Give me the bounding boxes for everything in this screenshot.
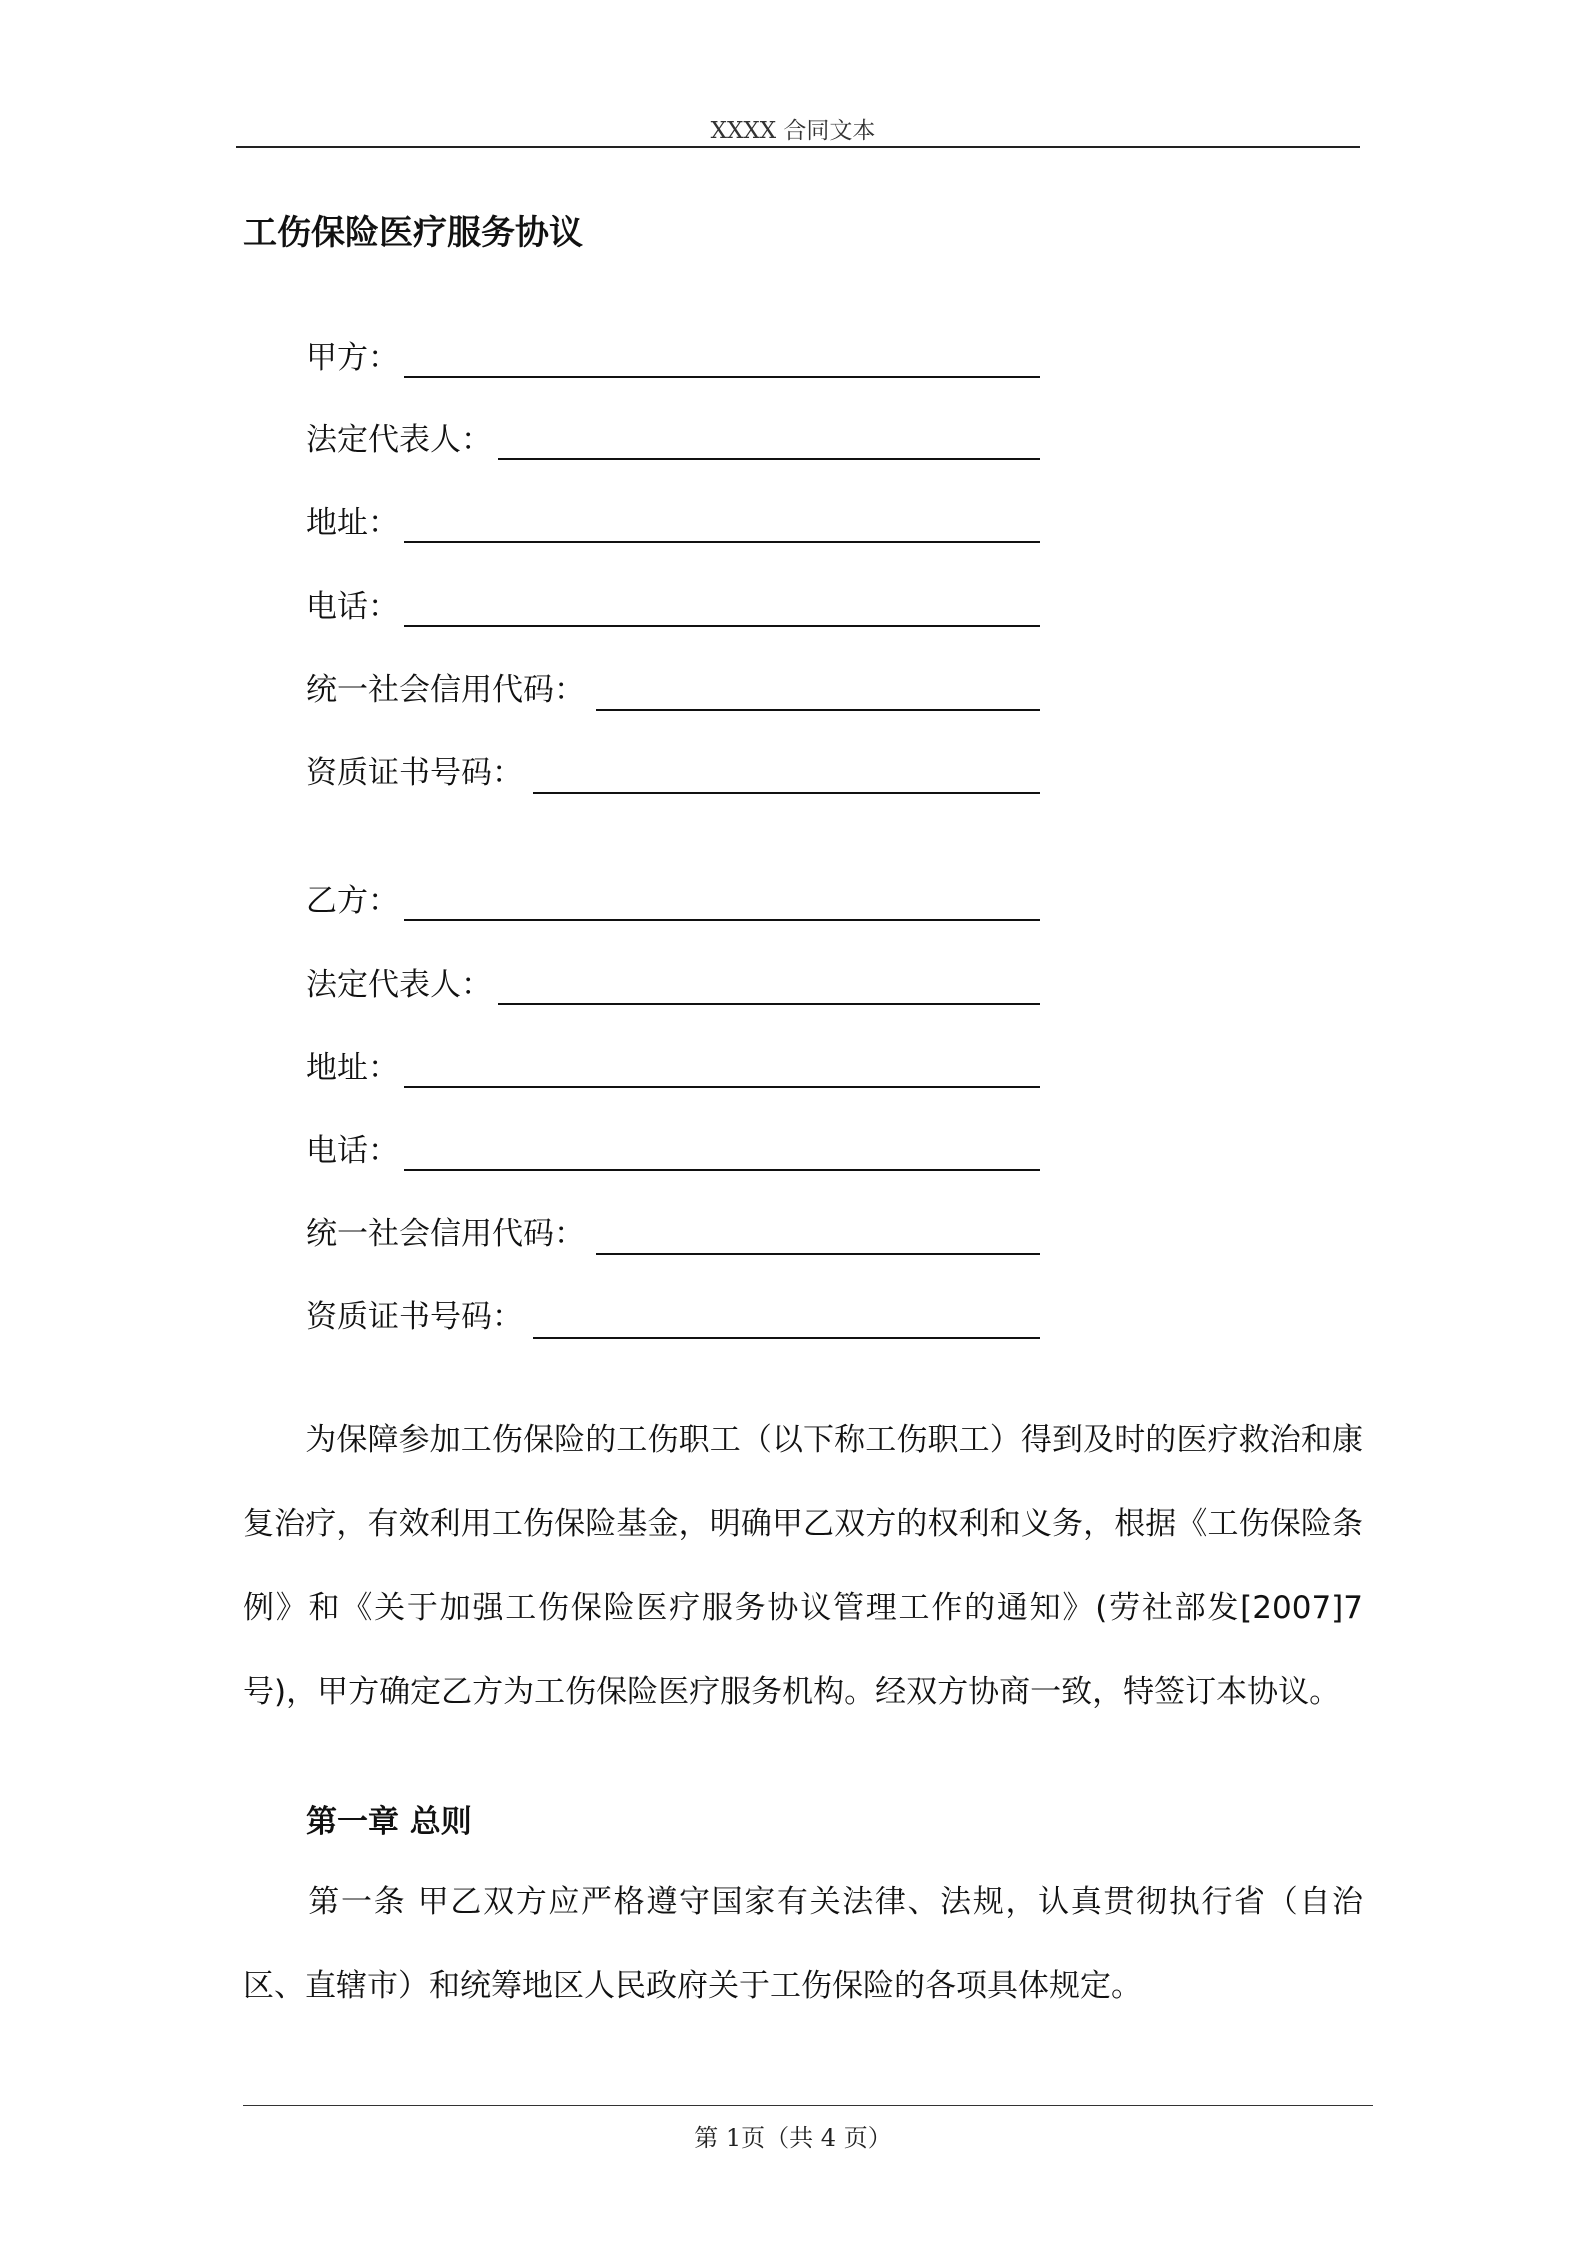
page-footer: 第 1页（共 4 页）	[694, 2124, 892, 2152]
party-b-credit-code-label: 统一社会信用代码：	[306, 1216, 585, 1252]
party-b-credit-code-field	[306, 1210, 585, 1254]
party-a-phone-label: 电话：	[306, 589, 399, 625]
party-b-phone-field	[306, 1127, 399, 1171]
party-b-field	[306, 877, 399, 921]
party-b-blank[interactable]	[404, 919, 1040, 921]
party-b-legal-rep-field	[306, 961, 492, 1005]
page-header: XXXX 合同文本	[710, 118, 876, 144]
party-b-phone-label: 电话：	[306, 1133, 399, 1169]
party-b-cert-label: 资质证书号码：	[306, 1299, 523, 1335]
party-a-cert-field	[306, 749, 523, 793]
party-a-legal-rep-label: 法定代表人：	[306, 422, 492, 458]
party-a-legal-rep-field	[306, 416, 492, 460]
party-a-cert-blank[interactable]	[533, 792, 1040, 794]
party-a-cert-label: 资质证书号码：	[306, 755, 523, 791]
party-b-address-field	[306, 1044, 399, 1088]
footer-rule	[243, 2105, 1373, 2106]
party-a-blank[interactable]	[404, 376, 1040, 378]
party-a-label: 甲方：	[306, 340, 399, 376]
party-b-credit-code-blank[interactable]	[596, 1253, 1040, 1255]
party-a-credit-code-field	[306, 666, 585, 710]
party-a-credit-code-blank[interactable]	[596, 709, 1040, 711]
party-b-address-label: 地址：	[306, 1050, 399, 1086]
party-a-phone-field	[306, 583, 399, 627]
document-title: 工伤保险医疗服务协议	[243, 213, 583, 253]
party-a-phone-blank[interactable]	[404, 625, 1040, 627]
party-a-address-field	[306, 499, 399, 543]
preamble-paragraph: 为保障参加工伤保险的工伤职工（以下称工伤职工）得到及时的医疗救治和康复治疗，有效利用工伤保险基金，明确甲乙双方的权利和义务，根据《工伤保险条例》和《关于加强工伤保险医疗服务协议管理工作的通知》(劳社部发[2007]7号)，甲方确定乙方为工伤保险医疗服务机构。经双方协商一致，特签订本协议。	[243, 1422, 1363, 1710]
party-a-address-label: 地址：	[306, 505, 399, 541]
article-1-paragraph: 第一条 甲乙双方应严格遵守国家有关法律、法规，认真贯彻执行省（自治区、直辖市）和统筹地区人民政府关于工伤保险的各项具体规定。	[243, 1884, 1363, 2004]
header-rule	[236, 146, 1360, 148]
party-b-label: 乙方：	[306, 883, 399, 919]
party-b-phone-blank[interactable]	[404, 1169, 1040, 1171]
party-a-credit-code-label: 统一社会信用代码：	[306, 672, 585, 708]
chapter-1-heading: 第一章 总则	[306, 1804, 472, 1840]
party-b-cert-field	[306, 1293, 523, 1337]
party-b-address-blank[interactable]	[404, 1086, 1040, 1088]
party-b-legal-rep-blank[interactable]	[498, 1003, 1040, 1005]
party-b-cert-blank[interactable]	[533, 1337, 1040, 1339]
party-a-field	[306, 334, 399, 378]
party-b-legal-rep-label: 法定代表人：	[306, 967, 492, 1003]
party-a-address-blank[interactable]	[404, 541, 1040, 543]
party-a-legal-rep-blank[interactable]	[498, 458, 1040, 460]
